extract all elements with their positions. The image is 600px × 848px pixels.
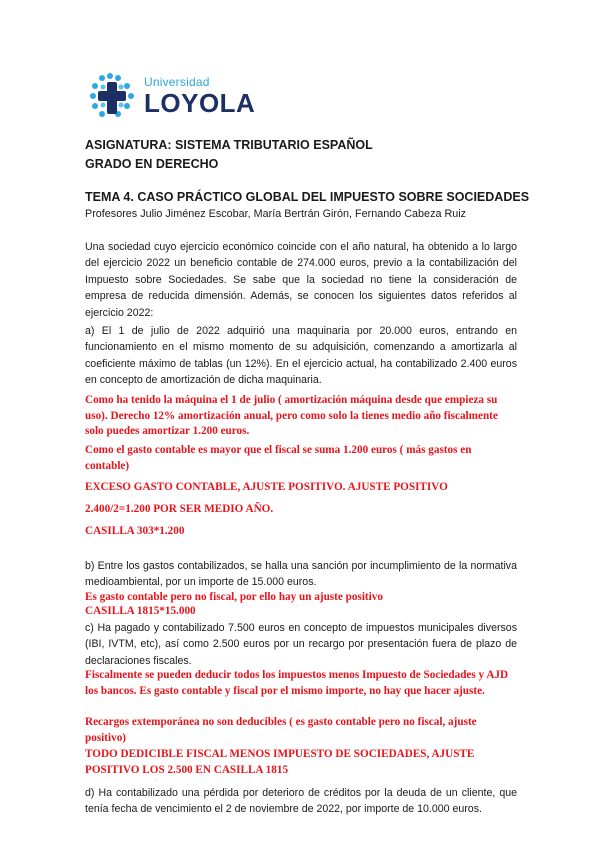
answer-a1: Como ha tenido la máquina el 1 de julio ( amortización máquina desde que empieza su uso). Derecho 12% amortización anual, pero como solo la tienes medio año fiscalmente solo puedes amortizar 1.200 euros.: [85, 394, 498, 438]
course-header: [85, 136, 517, 174]
answer-a2: Como el gasto contable es mayor que el fiscal se suma 1.200 euros ( más gastos en contable): [85, 444, 472, 472]
answer-c3: TODO DEDICIBLE FISCAL MENOS IMPUESTO DE SOCIEDADES, AJUSTE POSITIVO LOS 2.500 EN CASILLA 1815: [85, 748, 475, 776]
logo-loyola: LOYOLA: [144, 88, 256, 118]
item-d: d) Ha contabilizado una pérdida por deterioro de créditos por la deuda de un cliente, que tenía fecha de vencimiento el 2 de noviembre de 2022, por importe de 10.000 euros.: [85, 787, 517, 816]
profesores: Profesores Julio Jiménez Escobar, María Bertrán Girón, Fernando Cabeza Ruiz: [85, 208, 467, 220]
answer-b1: Es gasto contable pero no fiscal, por ello hay un ajuste positivo: [85, 591, 383, 603]
tema-title: TEMA 4. CASO PRÁCTICO GLOBAL DEL IMPUESTO SOBRE SOCIEDADES: [85, 190, 530, 204]
intro-paragraph: Una sociedad cuyo ejercicio económico coincide con el año natural, ha obtenido a lo largo del ejercicio 2022 un beneficio contable de 274.000 euros, previo a la contabilización del Impuesto sobre Sociedades. Se sabe que la sociedad no tiene la consideración de empresa de reducida dimensión. Además, se conocen los siguientes datos referidos al ejercicio 2022:: [85, 241, 517, 319]
answer-a4: 2.400/2=1.200 POR SER MEDIO AÑO.: [85, 503, 274, 515]
asignatura: ASIGNATURA: SISTEMA TRIBUTARIO ESPAÑOL: [85, 138, 373, 152]
answer-c1: Fiscalmente se pueden deducir todos los impuestos menos Impuesto de Sociedades y AJD los bancos. Es gasto contable y fiscal por el mismo importe, no hay que hacer ajuste.: [85, 669, 509, 697]
answer-c2: Recargos extemporánea no son deducibles ( es gasto contable pero no fiscal, ajuste positivo): [85, 716, 477, 744]
answer-b2: CASILLA 1815*15.000: [85, 605, 196, 617]
answer-a3: EXCESO GASTO CONTABLE, AJUSTE POSITIVO. AJUSTE POSITIVO: [85, 481, 448, 493]
logo-universidad: Universidad: [144, 75, 210, 89]
loyola-cross-icon: [86, 70, 138, 122]
item-a: a) El 1 de julio de 2022 adquirió una maquinaria por 20.000 euros, entrando en funcionamiento en el mismo momento de su adquisición, comenzando a amortizarla al coeficiente máximo de tablas (un 12%). En el ejercicio actual, ha contabilizado 2.400 euros en concepto de amortización de dicha maquinaria.: [85, 325, 517, 387]
university-logo: [86, 70, 255, 122]
item-b: b) Entre los gastos contabilizados, se halla una sanción por incumplimiento de la normativa medioambiental, por un importe de 15.000 euros.: [85, 560, 517, 589]
grado: GRADO EN DERECHO: [85, 157, 219, 171]
item-c: c) Ha pagado y contabilizado 7.500 euros en concepto de impuestos municipales diversos (IBI, IVTM, etc), así como 2.500 euros por un recargo por presentación fuera de plazo de declaraciones fiscales.: [85, 622, 517, 667]
answer-a5: CASILLA 303*1.200: [85, 525, 185, 537]
